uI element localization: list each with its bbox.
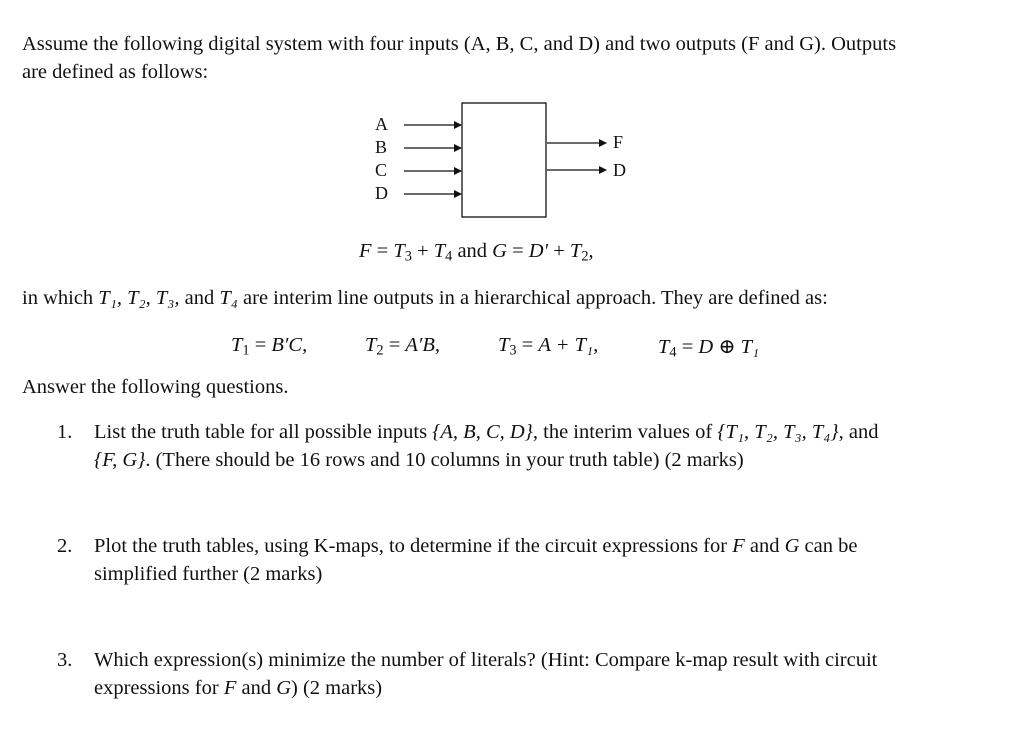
eq-g: G (492, 240, 507, 262)
eq-t3: T (393, 240, 405, 262)
system-box (462, 103, 546, 217)
eq-f: F (359, 240, 372, 262)
definition-t1: $T_1 = B'C$, (231, 334, 308, 359)
definition-t2: $T_2 = A'B$, (365, 334, 441, 359)
interim-terms: T₁, T₂, T₃, (98, 287, 180, 309)
interim-t4: T₄ (219, 287, 238, 309)
eq-tail: , (588, 240, 594, 262)
eq-t4-sub: 4 (445, 248, 453, 265)
input-label-d: D (375, 183, 388, 203)
input-label-b: B (375, 137, 388, 157)
input-label-a: A (375, 114, 388, 134)
interim-after: are interim line outputs in a hierarchical approach. They are defined as: (237, 287, 828, 309)
intro-line-1: Assume the following digital system with four inputs (A, B, C, and D) and two outputs (F and G). Outputs (22, 33, 897, 55)
block-diagram (340, 98, 660, 228)
eq-t2-sub: 2 (581, 248, 589, 265)
output-label-f: F (613, 132, 624, 152)
definition-t4: $T_4 = D$ ⊕ T₁ (658, 336, 760, 361)
eq-d-prime: D′ (528, 240, 549, 262)
eq-t3-sub: 3 (404, 248, 412, 265)
block-diagram-svg (340, 98, 660, 228)
question-3-number: 3. (57, 649, 73, 671)
question-1-line-2: {F, G}. (There should be 16 rows and 10 columns in your truth table) (2 marks) (94, 449, 744, 471)
eq-plus-2: + (553, 240, 565, 262)
question-2-line-1: Plot the truth tables, using K-maps, to determine if the circuit expressions for F and G can be (94, 535, 858, 557)
answer-heading: Answer the following questions. (22, 376, 289, 398)
question-2-number: 2. (57, 535, 73, 557)
output-equation: $F = T_3 + T_4$ and $G = D' + T_2$, (359, 240, 594, 265)
interim-and: and (179, 287, 220, 309)
interim-line (22, 287, 828, 310)
question-1-number: 1. (57, 421, 73, 443)
input-label-c: C (375, 160, 388, 180)
question-3-line-2: expressions for F and G) (2 marks) (94, 677, 383, 699)
eq-plus-1: + (417, 240, 429, 262)
question-1-line-1: List the truth table for all possible inputs {A, B, C, D}, the interim values of {T₁, T₂, T₃, T₄}, and (94, 421, 879, 443)
eq-and: and (457, 240, 488, 262)
question-2-line-2: simplified further (2 marks) (94, 563, 323, 585)
eq-t4: T (433, 240, 446, 262)
interim-before: in which (22, 287, 99, 309)
question-3-line-1: Which expression(s) minimize the number of literals? (Hint: Compare k-map result with circuit (94, 649, 878, 671)
eq-t2: T (569, 240, 582, 262)
intro-line-2: are defined as follows: (22, 61, 209, 83)
definition-t3: $T_3 = A + T_1$, (498, 334, 599, 359)
output-label-d: D (613, 160, 626, 180)
